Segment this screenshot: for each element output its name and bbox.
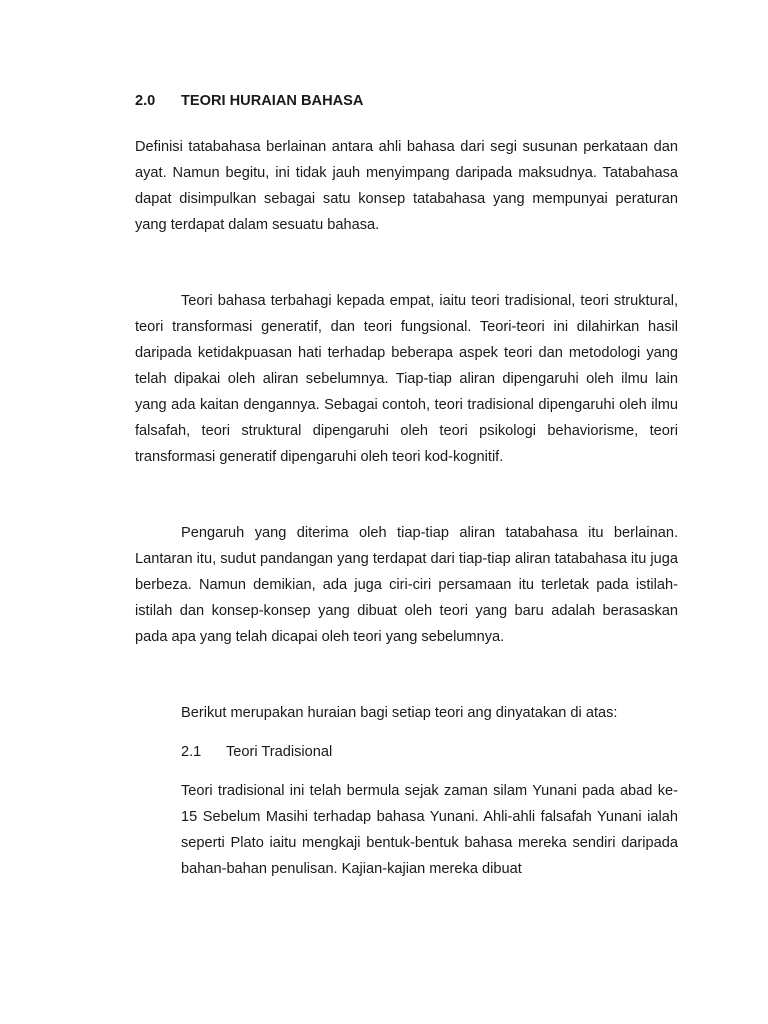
paragraph-influence: Pengaruh yang diterima oleh tiap-tiap aliran tatabahasa itu berlainan. Lantaran itu, sudut pandangan yang terdapat dari tiap-tiap aliran tatabahasa itu juga berbeza. Namun demikian, ada juga ciri-ciri persamaan itu terletak pada istilah-istilah dan konsep-konsep yang dibuat oleh teori yang baru adalah berasaskan pada apa yang telah dicapai oleh teori yang sebelumnya.	[135, 525, 678, 645]
paragraph-intro-list: Berikut merupakan huraian bagi setiap teori ang dinyatakan di atas:	[181, 705, 618, 721]
subsection-title: Teori Tradisional	[226, 744, 333, 760]
paragraph-definition: Definisi tatabahasa berlainan antara ahli bahasa dari segi susunan perkataan dan ayat. Namun begitu, ini tidak jauh menyimpang daripada maksudnya. Tatabahasa dapat disimpulkan sebagai satu konsep tatabahasa yang mempunyai peraturan yang terdapat dalam sesuatu bahasa.	[135, 139, 678, 233]
subsection-heading	[181, 739, 678, 765]
section-heading	[135, 88, 678, 114]
section-title: TEORI HURAIAN BAHASA	[181, 93, 364, 109]
subsection-number: 2.1	[181, 744, 202, 760]
document-body	[135, 88, 678, 882]
paragraph-theory-types: Teori bahasa terbahagi kepada empat, iaitu teori tradisional, teori struktural, teori transformasi generatif, dan teori fungsional. Teori-teori ini dilahirkan hasil daripada ketidakpuasan hati terhadap beberapa aspek teori dan metodologi yang telah dipakai oleh aliran sebelumnya. Tiap-tiap aliran dipengaruhi oleh ilmu lain yang ada kaitan dengannya. Sebagai contoh, teori tradisional dipengaruhi oleh ilmu falsafah, teori struktural dipengaruhi oleh teori psikologi behaviorisme, teori transformasi generatif dipengaruhi oleh teori kod-kognitif.	[135, 293, 678, 465]
paragraph-traditional-theory: Teori tradisional ini telah bermula sejak zaman silam Yunani pada abad ke-15 Sebelum Masihi terhadap bahasa Yunani. Ahli-ahli falsafah Yunani ialah seperti Plato iaitu mengkaji bentuk-bentuk bahasa mereka sendiri daripada bahan-bahan penulisan. Kajian-kajian mereka dibuat	[181, 783, 678, 877]
section-number: 2.0	[135, 93, 156, 109]
